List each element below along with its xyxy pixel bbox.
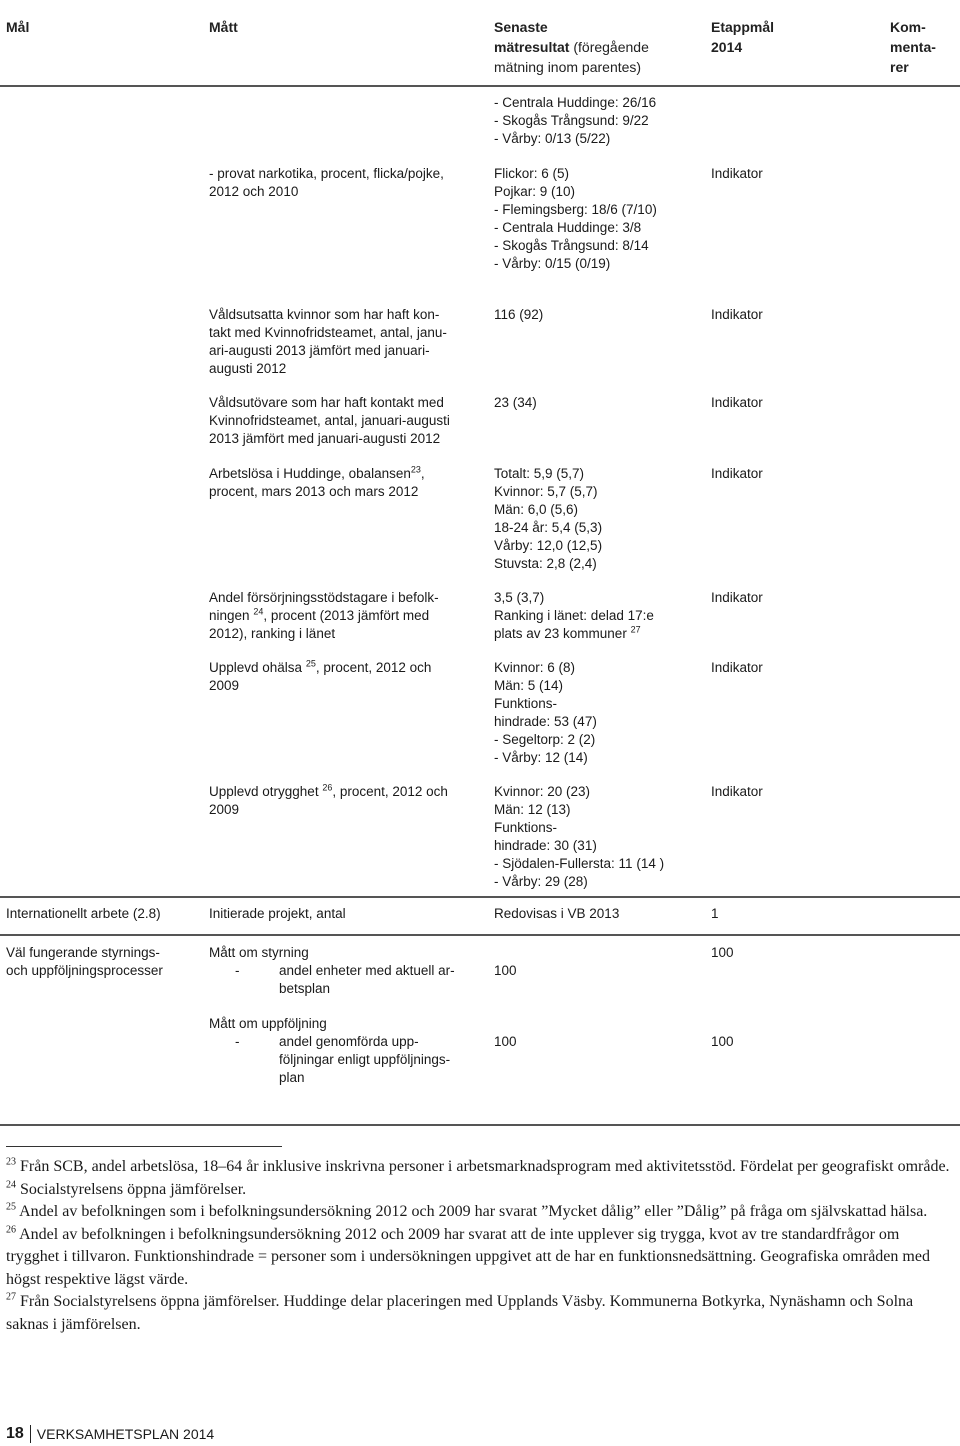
footnote-24-text: Socialstyrelsens öppna jämförelser.: [16, 1180, 247, 1198]
r5-result-b: plats av 23 kommuner: [494, 626, 627, 641]
footnote-25-text: Andel av befolkningen som i befolkningsundersökning 2012 och 2009 har svarat ”Mycket dålig” eller ”Dålig” på fråga om självskattad hälsa.: [16, 1203, 928, 1220]
r7-measure-c: 2009: [209, 802, 240, 817]
header-kom-l3: rer: [890, 59, 909, 75]
r8-result: Redovisas i VB 2013: [494, 906, 620, 921]
header-etappmal-l2: 2014: [711, 39, 743, 55]
header-senaste-l2-bold: mätresultat: [494, 39, 570, 55]
r9-measure: [209, 944, 489, 998]
r9-result: 100: [494, 963, 517, 978]
r8-measure: Initierade projekt, antal: [209, 906, 346, 921]
r5-measure-line2: [209, 607, 439, 625]
header-senaste: [494, 17, 704, 77]
header-etappmal: [711, 17, 774, 57]
footnote-26: [6, 1224, 952, 1292]
r5-etapp: Indikator: [711, 590, 763, 605]
r0-result: - Centrala Huddinge: 26/16 - Skogås Trångsund: 9/22 - Vårby: 0/13 (5/22): [494, 95, 657, 146]
footnote-26-number: 26: [6, 1224, 16, 1236]
r6-measure-b: , procent, 2012 och: [315, 660, 432, 675]
r4-measure-b: ,: [420, 466, 425, 481]
row-divider-8: [0, 934, 960, 936]
footnote-26-text: Andel av befolkningen i befolkningsundersökning 2012 och 2009 har svarat att de inte upplever sig trygga, kvot av tre standardfrågor om trygghet i tillvaron. Funktionshindrade = personer som i undersökningen uppgivet att de har en funktionsnedsättning. Geografiska områden med högst respektive lägst värde.: [6, 1225, 930, 1288]
footnote-25-number: 25: [6, 1201, 16, 1213]
r10-measure: [209, 1015, 489, 1087]
r1-result: Flickor: 6 (5) Pojkar: 9 (10) - Flemingsberg: 18/6 (7/10) - Centrala Huddinge: 3/8 - Skogås Trångsund: 8/14 - Vårby: 0/15 (0/19): [494, 166, 657, 271]
r5-measure-c: , procent (2013 jämfört med: [263, 608, 430, 623]
r8-goal: Internationellt arbete (2.8): [6, 906, 161, 921]
r9-measure-title: Mått om styrning: [209, 945, 309, 960]
r7-etapp: Indikator: [711, 784, 763, 799]
r5-result-line3: [494, 625, 654, 643]
header-senaste-l2-rest: (föregående: [569, 39, 649, 55]
r5-result: [494, 589, 654, 643]
r9-measure-item: andel enheter med aktuell ar- betsplan: [279, 963, 455, 996]
r5-footnote-ref: 24: [253, 606, 264, 617]
r7-measure-b: , procent, 2012 och: [332, 784, 448, 799]
r2-result: 116 (92): [494, 307, 544, 322]
r4-measure: [209, 465, 425, 501]
footer-doc-title: VERKSAMHETSPLAN 2014: [36, 1426, 215, 1442]
r5-result-a: 3,5 (3,7) Ranking i länet: delad 17:e: [494, 590, 654, 623]
footnote-27: [6, 1291, 952, 1336]
footnote-24-number: 24: [6, 1179, 16, 1191]
r5-measure-d: 2012), ranking i länet: [209, 626, 336, 641]
r4-footnote-ref: 23: [410, 464, 421, 475]
footnotes: [6, 1156, 952, 1336]
r5-measure-b: ningen: [209, 608, 250, 623]
r1-etapp: Indikator: [711, 166, 763, 181]
r6-measure-c: 2009: [209, 678, 240, 693]
r6-footnote-ref: 25: [305, 658, 316, 669]
r6-measure-line1: [209, 659, 431, 677]
r9-etapp: 100: [711, 945, 734, 960]
header-senaste-l3: mätning inom parentes): [494, 59, 642, 75]
footnote-separator: [6, 1146, 282, 1147]
footnote-25: [6, 1201, 952, 1224]
r5-result-footnote-ref: 27: [630, 624, 641, 635]
r1-measure: - provat narkotika, procent, flicka/pojke, 2012 och 2010: [209, 166, 444, 199]
page-number: 18: [6, 1425, 31, 1443]
r4-measure-a: Arbetslösa i Huddinge, obalansen: [209, 466, 411, 481]
r10-dash: -: [235, 1034, 240, 1049]
r6-measure-a: Upplevd ohälsa: [209, 660, 303, 675]
header-senaste-l2: [494, 37, 704, 57]
r4-measure-line1: [209, 465, 425, 483]
r3-measure: Våldsutövare som har haft kontakt med Kvinnofridsteamet, antal, januari-augusti 2013 jämfört med januari-augusti 2012: [209, 395, 450, 446]
r5-measure-a: Andel försörjningsstödstagare i befolk-: [209, 590, 439, 605]
footnote-24: [6, 1179, 952, 1202]
r3-etapp: Indikator: [711, 395, 763, 410]
table-bottom-border: [0, 1124, 960, 1126]
footnote-23-text: Från SCB, andel arbetslösa, 18–64 år inklusive inskrivna personer i arbetsmarknadsprogram med aktivitetsstöd. Fördelat per geografiskt område.: [16, 1158, 950, 1175]
r4-etapp: Indikator: [711, 466, 763, 481]
r9-measure-bullet: [209, 962, 489, 998]
r7-result: Kvinnor: 20 (23) Män: 12 (13) Funktions- hindrade: 30 (31) - Sjödalen-Fullersta: 11 (14 ) - Vårby: 29 (28): [494, 784, 665, 889]
r10-result: 100: [494, 1034, 517, 1049]
r5-measure: [209, 589, 439, 643]
header-kom-l2: menta-: [890, 39, 936, 55]
r10-etapp: 100: [711, 1034, 734, 1049]
r6-etapp: Indikator: [711, 660, 763, 675]
r8-etapp: 1: [711, 906, 719, 921]
r7-measure: [209, 783, 448, 819]
r10-measure-bullet: [209, 1033, 489, 1087]
r4-result: Totalt: 5,9 (5,7) Kvinnor: 5,7 (5,7) Män: 6,0 (5,6) 18-24 år: 5,4 (5,3) Vårby: 12,0 (12,5) Stuvsta: 2,8 (2,4): [494, 466, 603, 571]
header-matt: Mått: [209, 19, 238, 35]
r10-measure-title: Mått om uppföljning: [209, 1016, 327, 1031]
r9-dash: -: [235, 963, 240, 978]
r7-measure-a: Upplevd otrygghet: [209, 784, 319, 799]
footnote-23: [6, 1156, 952, 1179]
r7-footnote-ref: 26: [322, 782, 333, 793]
header-kom-l1: Kom-: [890, 19, 926, 35]
r3-result: 23 (34): [494, 395, 537, 410]
row-divider-7: [0, 896, 960, 898]
r2-etapp: Indikator: [711, 307, 763, 322]
header-etappmal-l1: Etappmål: [711, 19, 775, 35]
header-kommentarer: [890, 17, 936, 77]
r9-goal: Väl fungerande styrnings- och uppföljningsprocesser: [6, 945, 163, 978]
footnote-23-number: 23: [6, 1156, 16, 1168]
header-mal: Mål: [6, 19, 30, 35]
header-senaste-l1: Senaste: [494, 19, 548, 35]
r6-measure: [209, 659, 431, 695]
r6-result: Kvinnor: 6 (8) Män: 5 (14) Funktions- hindrade: 53 (47) - Segeltorp: 2 (2) - Vårby: 12 (14): [494, 660, 597, 765]
r10-measure-item: andel genomförda upp- följningar enligt uppföljnings- plan: [279, 1034, 451, 1085]
r4-measure-c: procent, mars 2013 och mars 2012: [209, 484, 419, 499]
r2-measure: Våldsutsatta kvinnor som har haft kon- takt med Kvinnofridsteamet, antal, janu- ari-augusti 2013 jämfört med januari- augusti 2012: [209, 307, 447, 376]
footnote-27-number: 27: [6, 1291, 16, 1303]
header-divider: [0, 85, 960, 87]
r7-measure-line1: [209, 783, 448, 801]
footnote-27-text: Från Socialstyrelsens öppna jämförelser. Huddinge delar placeringen med Upplands Väsby. Kommunerna Botkyrka, Nynäshamn och Solna saknas i jämförelsen.: [6, 1293, 914, 1333]
page-footer: [6, 1425, 214, 1443]
